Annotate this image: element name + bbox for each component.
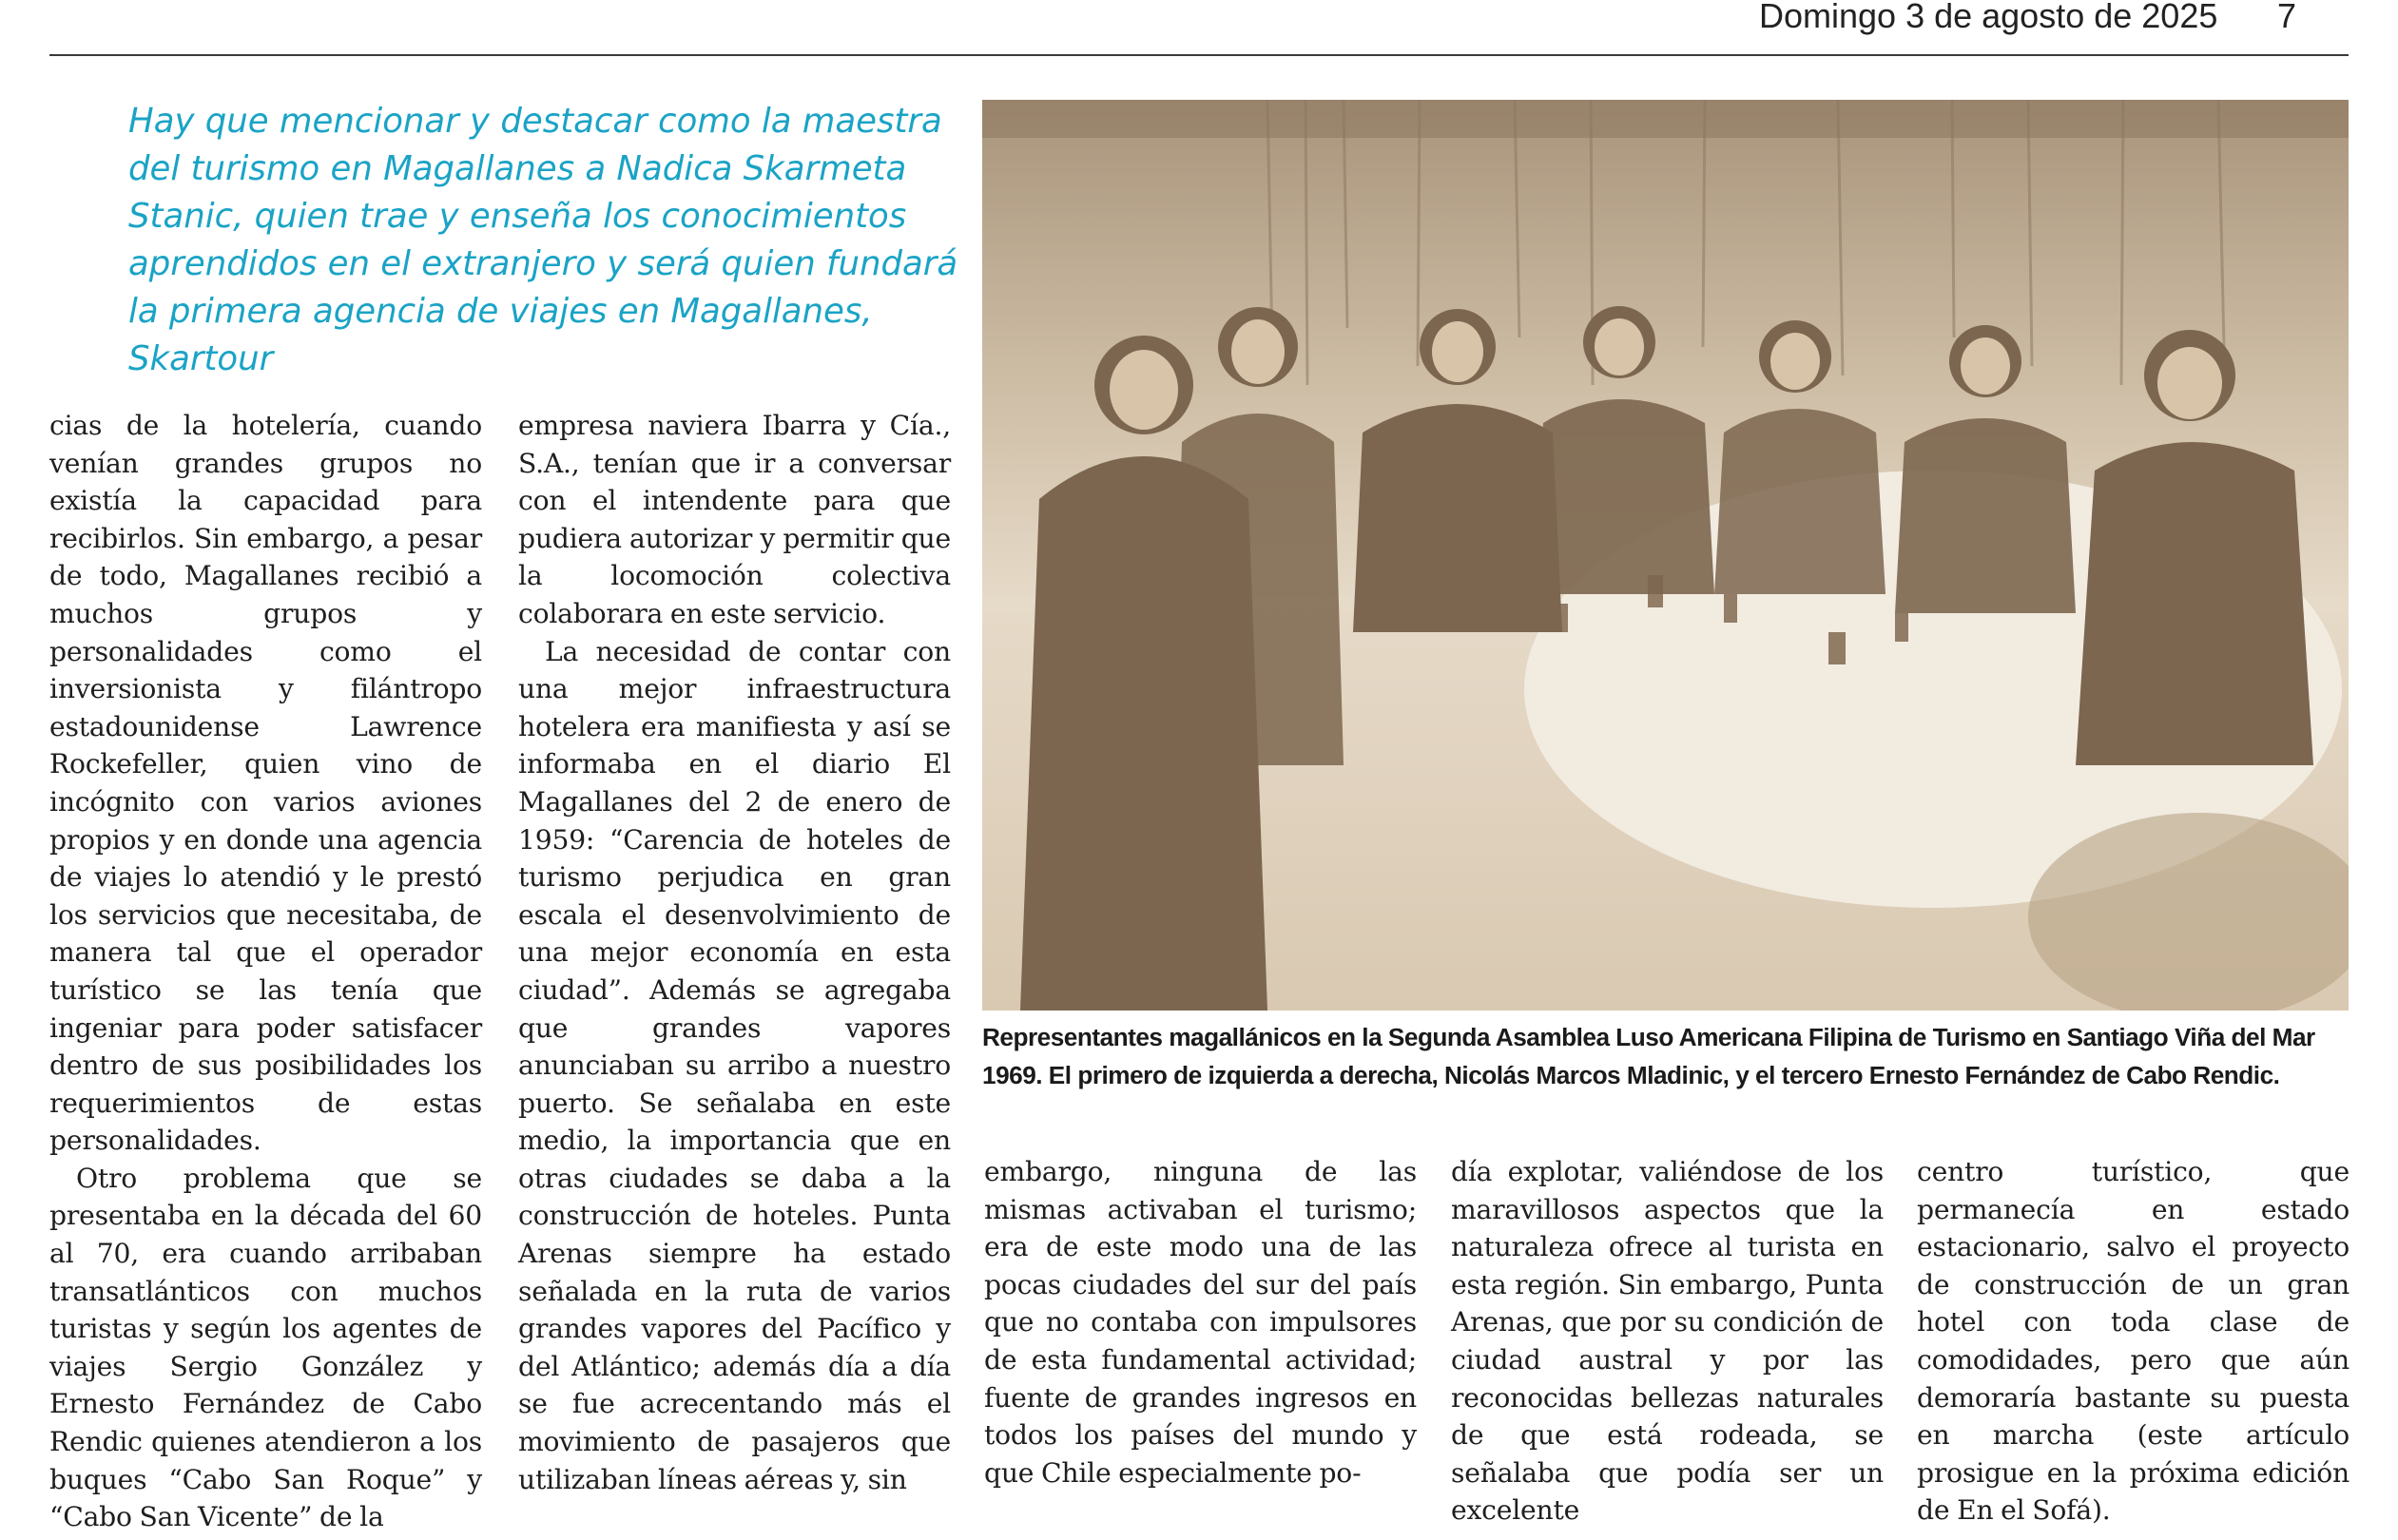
article-paragraph: Otro problema que se presentaba en la década del 60 al 70, era cuando arribaban transatlánticos con muchos turistas y según los agentes de viajes Sergio González y Ernesto Fernández de Cabo Rendic quienes atendieron a los buques “Cabo San Roque” y “Cabo San Vicente” de la	[49, 1162, 482, 1533]
article-paragraph: embargo, ninguna de las mismas activaban el turismo; era de este modo una de las pocas ciudades del sur del país que no contaba con impulsores de esta fundamental actividad; fuente de grandes ingresos en todos los países del mundo y que Chile especialmente po-	[984, 1156, 1417, 1489]
page-number: 7	[2277, 0, 2297, 35]
photo-illustration	[982, 100, 2349, 1011]
archival-photo	[982, 100, 2349, 1011]
article-paragraph: La necesidad de contar con una mejor infraestructura hotelera era manifiesta y así se informaba en el diario El Magallanes del 2 de enero de 1959: “Carencia de hoteles de turismo perjudica en gran escala el desenvolvimiento de una mejor economía en esta ciudad”. Además se agregaba que grandes vapores anunciaban su arribo a nuestro puerto. Se señalaba en este medio, la importancia que en otras ciudades se daba a la construcción de hoteles. Punta Arenas siempre ha estado señalada en la ruta de varios grandes vapores del Pacífico y del Atlántico; además día a día se fue acrecentando más el movimiento de pasajeros que utilizaban líneas aéreas y, sin	[518, 635, 951, 1495]
article-column-2	[518, 407, 951, 1498]
article-paragraph: día explotar, valiéndose de los maravillosos aspectos que la naturaleza ofrece al turista en esta región. Sin embargo, Punta Arenas, que por su condición de ciudad austral y por las reconocidas bellezas naturales de que está rodeada, se señalaba que podía ser un excelente	[1451, 1156, 1884, 1527]
article-column-3	[984, 1153, 1417, 1492]
article-column-4	[1451, 1153, 1884, 1530]
photo-caption: Representantes magallánicos en la Segunda Asamblea Luso Americana Filipina de Turismo en Santiago Viña del Mar 1969. El primero de izquierda a derecha, Nicolás Marcos Mladinic, y el tercero Ernesto Fernández de Cabo Rendic.	[982, 1023, 2315, 1089]
article-paragraph: empresa naviera Ibarra y Cía., S.A., tenían que ir a conversar con el intendente para que pudiera autorizar y permitir que la locomoción colectiva colaborara en este servicio.	[518, 410, 951, 629]
article-column-5	[1917, 1153, 2350, 1530]
pull-quote: Hay que mencionar y destacar como la maestra del turismo en Magallanes a Nadica Skarmeta Stanic, quien trae y enseña los conocimientos aprendidos en el extranjero y será quien fundará la primera agencia de viajes en Magallanes, Skartour	[128, 102, 958, 378]
article-paragraph: cias de la hotelería, cuando venían grandes grupos no existía la capacidad para recibirlos. Sin embargo, a pesar de todo, Magallanes recibió a muchos grupos y personalidades como el inversionista y filántropo estadounidense Lawrence Rockefeller, quien vino de incógnito con varios aviones propios y en donde una agencia de viajes lo atendió y le prestó los servicios que necesitaba, de manera tal que el operador turístico se las tenía que ingeniar para poder satisfacer dentro de sus posibilidades los requerimientos de estas personalidades.	[49, 410, 482, 1157]
article-paragraph: centro turístico, que permanecía en estado estacionario, salvo el proyecto de construcción de un gran hotel con toda clase de comodidades, pero que aún demoraría bastante su puesta en marcha (este artículo prosigue en la próxima edición de En el Sofá).	[1917, 1156, 2350, 1527]
header-rule	[49, 54, 2349, 56]
header-date: Domingo 3 de agosto de 2025	[1759, 0, 2218, 35]
article-column-1	[49, 407, 482, 1536]
